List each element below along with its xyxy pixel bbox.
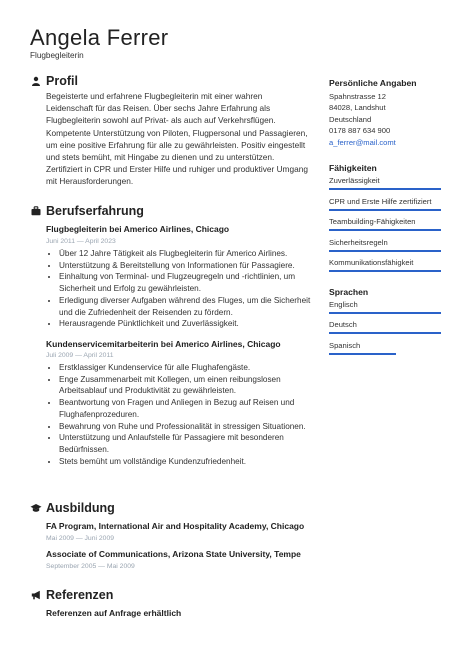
list-item: • Herausragende Pünktlichkeit und Zuverlässigkeit.	[59, 318, 321, 330]
language-label: Spanisch	[329, 341, 361, 350]
skill-item	[329, 197, 441, 206]
job-bullets	[46, 362, 321, 467]
list-item: • Beantwortung von Fragen und Anliegen in Bezug auf Reisen und Flughafenprozeduren.	[59, 397, 321, 420]
address-city: 84028, Landshut	[329, 103, 386, 112]
language-item	[329, 300, 441, 309]
education-title: FA Program, International Air and Hospitality Academy, Chicago	[46, 521, 305, 531]
candidate-name: Angela Ferrer	[30, 25, 169, 50]
address-street: Spahnstrasse 12	[329, 92, 386, 101]
job-bullets	[46, 248, 321, 330]
list-item: • Einhaltung von Terminal- und Flugzeugregeln und -richtlinien, um Sicherheit und Erfolg zu gewährleisten.	[59, 271, 321, 294]
graduation-cap-icon	[30, 503, 42, 513]
person-icon	[31, 76, 41, 86]
list-item: • Unterstützung & Bereitstellung von Informationen für Passagiere.	[59, 260, 321, 272]
skill-label: Kommunikationsfähigkeit	[329, 258, 414, 267]
skill-label: Sicherheitsregeln	[329, 238, 388, 247]
briefcase-icon	[31, 206, 41, 216]
skill-item	[329, 238, 441, 247]
profile-text: Begeisterte und erfahrene Flugbegleiterin mit einer wahren Leidenschaft für das Reisen. Über sechs Jahre Erfahrung als Flugbegleiterin sowohl auf Privat- als auch auf Verkehrsflügen. Kompetente Unterstützung von Piloten, Flugpersonal und Passagieren, um eine positive Erfahrung für alle zu gewährleisten. Positiv eingestellt und stets bemüht, mit Hingabe zu dienen und zu unterstützen. Zertifiziert in CPR und Erster Hilfe und ruhiger und produktiver Umgang mit Herausforderungen.	[46, 91, 308, 187]
email-link-text[interactable]: a_ferrer@mail.comt	[329, 138, 396, 147]
references-text: Referenzen auf Anfrage erhältlich	[46, 608, 182, 618]
education-dates: Mai 2009 — Juni 2009	[46, 535, 115, 542]
language-bar	[329, 332, 441, 334]
skill-item	[329, 217, 441, 226]
skill-item	[329, 176, 441, 185]
skill-label: Teambuilding-Fähigkeiten	[329, 217, 416, 226]
skill-label: Zuverlässigkeit	[329, 176, 380, 185]
section-title-profile: Profil	[46, 74, 78, 88]
education-dates: September 2005 — Mai 2009	[46, 563, 135, 570]
list-item: • Enge Zusammenarbeit mit Kollegen, um einen reibungslosen Arbeitsablauf und Produktivität zu gewährleisten.	[59, 374, 321, 397]
job-dates: Juli 2009 — April 2011	[46, 352, 114, 359]
skill-bar	[329, 188, 441, 190]
list-item: • Bewahrung von Ruhe und Professionalität in stressigen Situationen.	[59, 421, 321, 433]
section-title-experience: Berufserfahrung	[46, 204, 144, 218]
skill-bar	[329, 229, 441, 231]
skill-label: CPR und Erste Hilfe zertifiziert	[329, 197, 432, 206]
education-title: Associate of Communications, Arizona State University, Tempe	[46, 549, 301, 559]
job-dates: Juni 2011 — April 2023	[46, 238, 116, 245]
job-role: Kundenservicemitarbeiterin bei Americo Airlines, Chicago	[46, 339, 281, 349]
phone-number: 0178 887 634 900	[329, 126, 391, 135]
skills-heading: Fähigkeiten	[329, 163, 377, 173]
languages-heading: Sprachen	[329, 287, 369, 297]
list-item: • Stets bemüht um vollständige Kundenzufriedenheit.	[59, 456, 321, 468]
job-role: Flugbegleiterin bei Americo Airlines, Chicago	[46, 224, 230, 234]
list-item: • Unterstützung und Anlaufstelle für Passagiere mit besonderen Bedürfnissen.	[59, 432, 321, 455]
list-item: • Über 12 Jahre Tätigkeit als Flugbegleiterin für Americo Airlines.	[59, 248, 321, 260]
address-country: Deutschland	[329, 115, 372, 124]
skill-item	[329, 258, 441, 267]
candidate-title: Flugbegleiterin	[30, 51, 84, 60]
list-item: • Erledigung diverser Aufgaben während des Fluges, um die Sicherheit und die Zufriedenheit der Reisenden zu fördern.	[59, 295, 321, 318]
section-title-education: Ausbildung	[46, 501, 115, 515]
language-label: Englisch	[329, 300, 358, 309]
personal-heading: Persönliche Angaben	[329, 78, 417, 88]
language-item	[329, 320, 441, 329]
language-item	[329, 341, 441, 350]
language-bar	[329, 312, 441, 314]
language-label: Deutsch	[329, 320, 357, 329]
skill-bar	[329, 270, 441, 272]
megaphone-icon	[31, 590, 41, 600]
skill-bar	[329, 209, 441, 211]
section-title-references: Referenzen	[46, 588, 114, 602]
list-item: • Erstklassiger Kundenservice für alle Flughafengäste.	[59, 362, 321, 374]
email-link[interactable]	[329, 137, 396, 148]
language-bar	[329, 353, 396, 355]
skill-bar	[329, 250, 441, 252]
